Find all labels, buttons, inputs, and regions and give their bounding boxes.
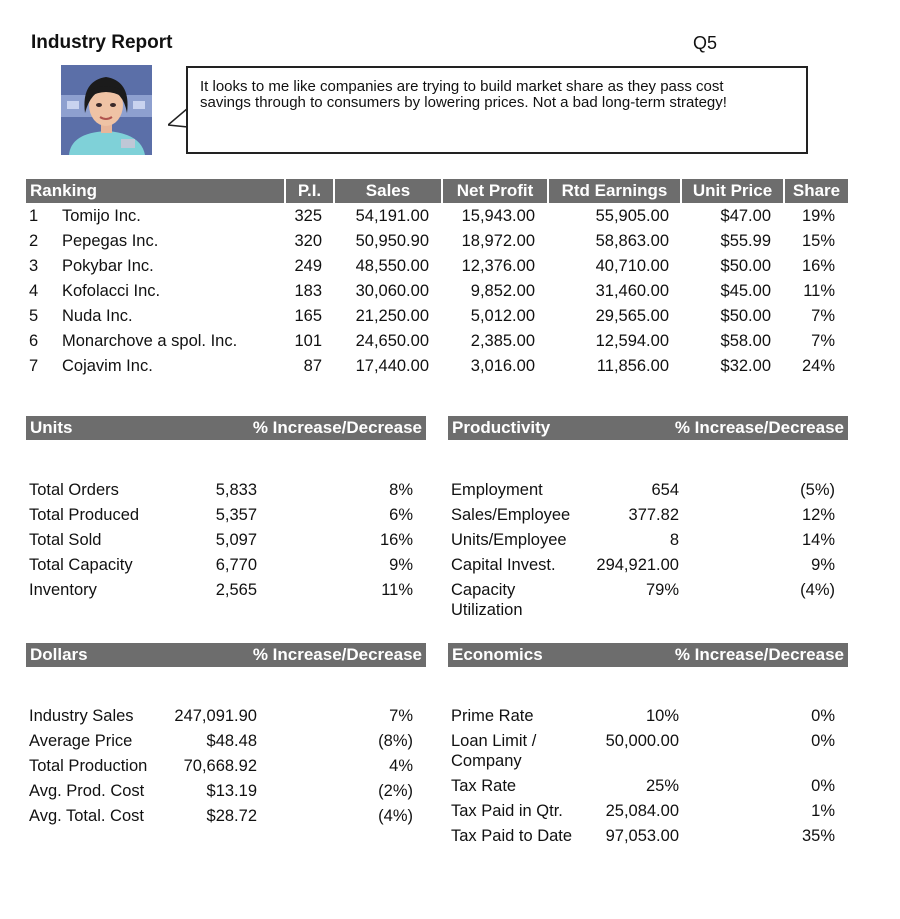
- net-profit-value: 18,972.00: [461, 232, 535, 250]
- units-label: Inventory: [29, 581, 97, 599]
- productivity-label: Sales/Employee: [451, 506, 571, 524]
- rank: 7: [29, 357, 39, 375]
- economics-title: Economics: [452, 645, 543, 664]
- economics-pct-label: % Increase/Decrease: [674, 645, 844, 664]
- productivity-pct: 12%: [801, 506, 835, 524]
- economics-label-line-2: Company: [451, 752, 522, 770]
- economics-value: 50,000.00: [605, 732, 679, 750]
- pi-value: 183: [294, 282, 322, 300]
- productivity-title: Productivity: [452, 418, 551, 437]
- rank: 6: [29, 332, 39, 350]
- sales-value: 17,440.00: [355, 357, 429, 375]
- table-row: [0, 254, 900, 279]
- dollars-pct: (2%): [378, 782, 413, 800]
- units-pct: 16%: [379, 531, 413, 549]
- column-header-unit-price: Unit Price: [692, 181, 773, 200]
- rtd-earnings-value: 11,856.00: [596, 357, 669, 375]
- productivity-label-line-2: Utilization: [451, 601, 523, 619]
- pi-value: 325: [294, 207, 322, 225]
- dollars-value: $13.19: [206, 782, 257, 800]
- unit-price-value: $58.00: [720, 332, 771, 350]
- productivity-pct-label: % Increase/Decrease: [674, 418, 844, 437]
- pi-value: 101: [294, 332, 322, 350]
- dollars-label: Total Production: [29, 757, 148, 775]
- economics-label: Tax Rate: [451, 777, 517, 795]
- rtd-earnings-value: 55,905.00: [595, 207, 669, 225]
- unit-price-value: $50.00: [720, 307, 771, 325]
- units-label: Total Sold: [29, 531, 102, 549]
- rank: 3: [29, 257, 39, 275]
- company-name: Nuda Inc.: [62, 307, 133, 325]
- net-profit-value: 15,943.00: [461, 207, 535, 225]
- rank: 2: [29, 232, 39, 250]
- table-row: [0, 229, 900, 254]
- rank: 4: [29, 282, 39, 300]
- units-value: 5,833: [215, 481, 257, 499]
- dollars-label: Avg. Prod. Cost: [29, 782, 145, 800]
- unit-price-value: $50.00: [720, 257, 771, 275]
- quarter-label: Q5: [693, 33, 718, 53]
- units-pct-label: % Increase/Decrease: [252, 418, 422, 437]
- sales-value: 54,191.00: [355, 207, 429, 225]
- productivity-value: 654: [651, 481, 679, 499]
- rank: 5: [29, 307, 39, 325]
- units-pct: 9%: [389, 556, 413, 574]
- share-value: 11%: [803, 282, 835, 300]
- pi-value: 87: [303, 357, 322, 375]
- dollars-section-header: [26, 643, 426, 667]
- sales-value: 24,650.00: [355, 332, 429, 350]
- units-value: 6,770: [215, 556, 257, 574]
- sales-value: 50,950.90: [355, 232, 429, 250]
- productivity-pct: 14%: [801, 531, 835, 549]
- page-title: Industry Report: [31, 32, 173, 53]
- dollars-pct: 4%: [389, 757, 413, 775]
- dollars-pct: (4%): [378, 807, 413, 825]
- economics-pct: 0%: [811, 732, 835, 750]
- table-row: [0, 329, 900, 354]
- dollars-label: Avg. Total. Cost: [29, 807, 144, 825]
- pi-value: 320: [294, 232, 322, 250]
- rtd-earnings-value: 12,594.00: [595, 332, 669, 350]
- company-name: Pokybar Inc.: [62, 257, 154, 275]
- productivity-pct: 9%: [811, 556, 835, 574]
- unit-price-value: $45.00: [720, 282, 771, 300]
- dollars-title: Dollars: [30, 645, 88, 664]
- share-value: 15%: [801, 232, 835, 250]
- rtd-earnings-value: 40,710.00: [595, 257, 669, 275]
- table-row: [0, 304, 900, 329]
- productivity-value: 8: [669, 531, 679, 549]
- dollars-value: 70,668.92: [183, 757, 257, 775]
- column-header-ranking: Ranking: [30, 181, 98, 200]
- advisor-message-line-2: savings through to consumers by lowering prices. Not a bad long-term strategy!: [200, 94, 727, 111]
- productivity-label: Units/Employee: [451, 531, 567, 549]
- net-profit-value: 2,385.00: [470, 332, 535, 350]
- economics-value: 25%: [645, 777, 679, 795]
- share-value: 7%: [811, 332, 835, 350]
- productivity-value: 294,921.00: [596, 556, 679, 574]
- units-pct: 8%: [389, 481, 413, 499]
- table-row: [0, 354, 900, 379]
- units-label: Total Produced: [29, 506, 140, 524]
- units-value: 2,565: [215, 581, 257, 599]
- share-value: 19%: [801, 207, 835, 225]
- units-pct: 6%: [389, 506, 413, 524]
- economics-value: 10%: [645, 707, 679, 725]
- dollars-label: Industry Sales: [29, 707, 134, 725]
- productivity-label: Capital Invest.: [451, 556, 556, 574]
- net-profit-value: 5,012.00: [470, 307, 535, 325]
- rtd-earnings-value: 58,863.00: [595, 232, 669, 250]
- net-profit-value: 3,016.00: [470, 357, 535, 375]
- column-header-net-profit: Net Profit: [456, 181, 534, 200]
- economics-label: Tax Paid in Qtr.: [451, 802, 563, 820]
- company-name: Monarchove a spol. Inc.: [62, 332, 238, 350]
- dollars-value: $28.72: [206, 807, 257, 825]
- units-value: 5,097: [215, 531, 257, 549]
- company-name: Tomijo Inc.: [62, 207, 141, 225]
- column-header-rtd-earnings: Rtd Earnings: [561, 181, 668, 200]
- units-label: Total Orders: [29, 481, 119, 499]
- company-name: Cojavim Inc.: [62, 357, 153, 375]
- units-value: 5,357: [215, 506, 257, 524]
- productivity-pct: (5%): [800, 481, 835, 499]
- share-value: 7%: [811, 307, 835, 325]
- advisor-avatar: [61, 65, 152, 155]
- ranking-table-header: [26, 179, 848, 203]
- economics-value: 25,084.00: [605, 802, 679, 820]
- share-value: 24%: [801, 357, 835, 375]
- units-title: Units: [30, 418, 73, 437]
- productivity-label: Capacity: [451, 581, 516, 599]
- economics-section-header: [448, 643, 848, 667]
- sales-value: 30,060.00: [355, 282, 429, 300]
- economics-pct: 0%: [811, 777, 835, 795]
- productivity-value: 79%: [645, 581, 679, 599]
- pi-value: 165: [294, 307, 322, 325]
- company-name: Kofolacci Inc.: [62, 282, 161, 300]
- rtd-earnings-value: 29,565.00: [595, 307, 669, 325]
- unit-price-value: $32.00: [720, 357, 771, 375]
- economics-label: Prime Rate: [451, 707, 534, 725]
- dollars-pct-label: % Increase/Decrease: [252, 645, 422, 664]
- productivity-pct: (4%): [800, 581, 835, 599]
- productivity-section-header: [448, 416, 848, 440]
- units-pct: 11%: [381, 581, 413, 599]
- economics-label: Loan Limit /: [451, 732, 537, 750]
- rank: 1: [29, 207, 39, 225]
- dollars-label: Average Price: [29, 732, 133, 750]
- dollars-pct: 7%: [389, 707, 413, 725]
- column-header-share: Share: [792, 181, 841, 200]
- share-value: 16%: [801, 257, 835, 275]
- company-name: Pepegas Inc.: [62, 232, 159, 250]
- units-label: Total Capacity: [29, 556, 133, 574]
- pi-value: 249: [294, 257, 322, 275]
- productivity-value: 377.82: [628, 506, 679, 524]
- advisor-speech-bubble: [186, 66, 808, 154]
- economics-label: Tax Paid to Date: [451, 827, 573, 845]
- economics-pct: 0%: [811, 707, 835, 725]
- productivity-label: Employment: [451, 481, 543, 499]
- dollars-value: 247,091.90: [174, 707, 257, 725]
- table-row: [0, 204, 900, 229]
- economics-pct: 1%: [811, 802, 835, 820]
- rtd-earnings-value: 31,460.00: [595, 282, 669, 300]
- unit-price-value: $55.99: [720, 232, 771, 250]
- column-header-sales: Sales: [365, 181, 411, 200]
- unit-price-value: $47.00: [720, 207, 771, 225]
- table-row: [0, 279, 900, 304]
- column-header-pi: P.I.: [297, 181, 322, 200]
- economics-value: 97,053.00: [605, 827, 679, 845]
- economics-pct: 35%: [801, 827, 835, 845]
- units-section-header: [26, 416, 426, 440]
- net-profit-value: 12,376.00: [461, 257, 535, 275]
- advisor-message-line-1: It looks to me like companies are trying to build market share as they pass cost: [200, 78, 724, 95]
- dollars-value: $48.48: [206, 732, 257, 750]
- sales-value: 48,550.00: [355, 257, 429, 275]
- dollars-pct: (8%): [378, 732, 413, 750]
- net-profit-value: 9,852.00: [470, 282, 535, 300]
- sales-value: 21,250.00: [355, 307, 429, 325]
